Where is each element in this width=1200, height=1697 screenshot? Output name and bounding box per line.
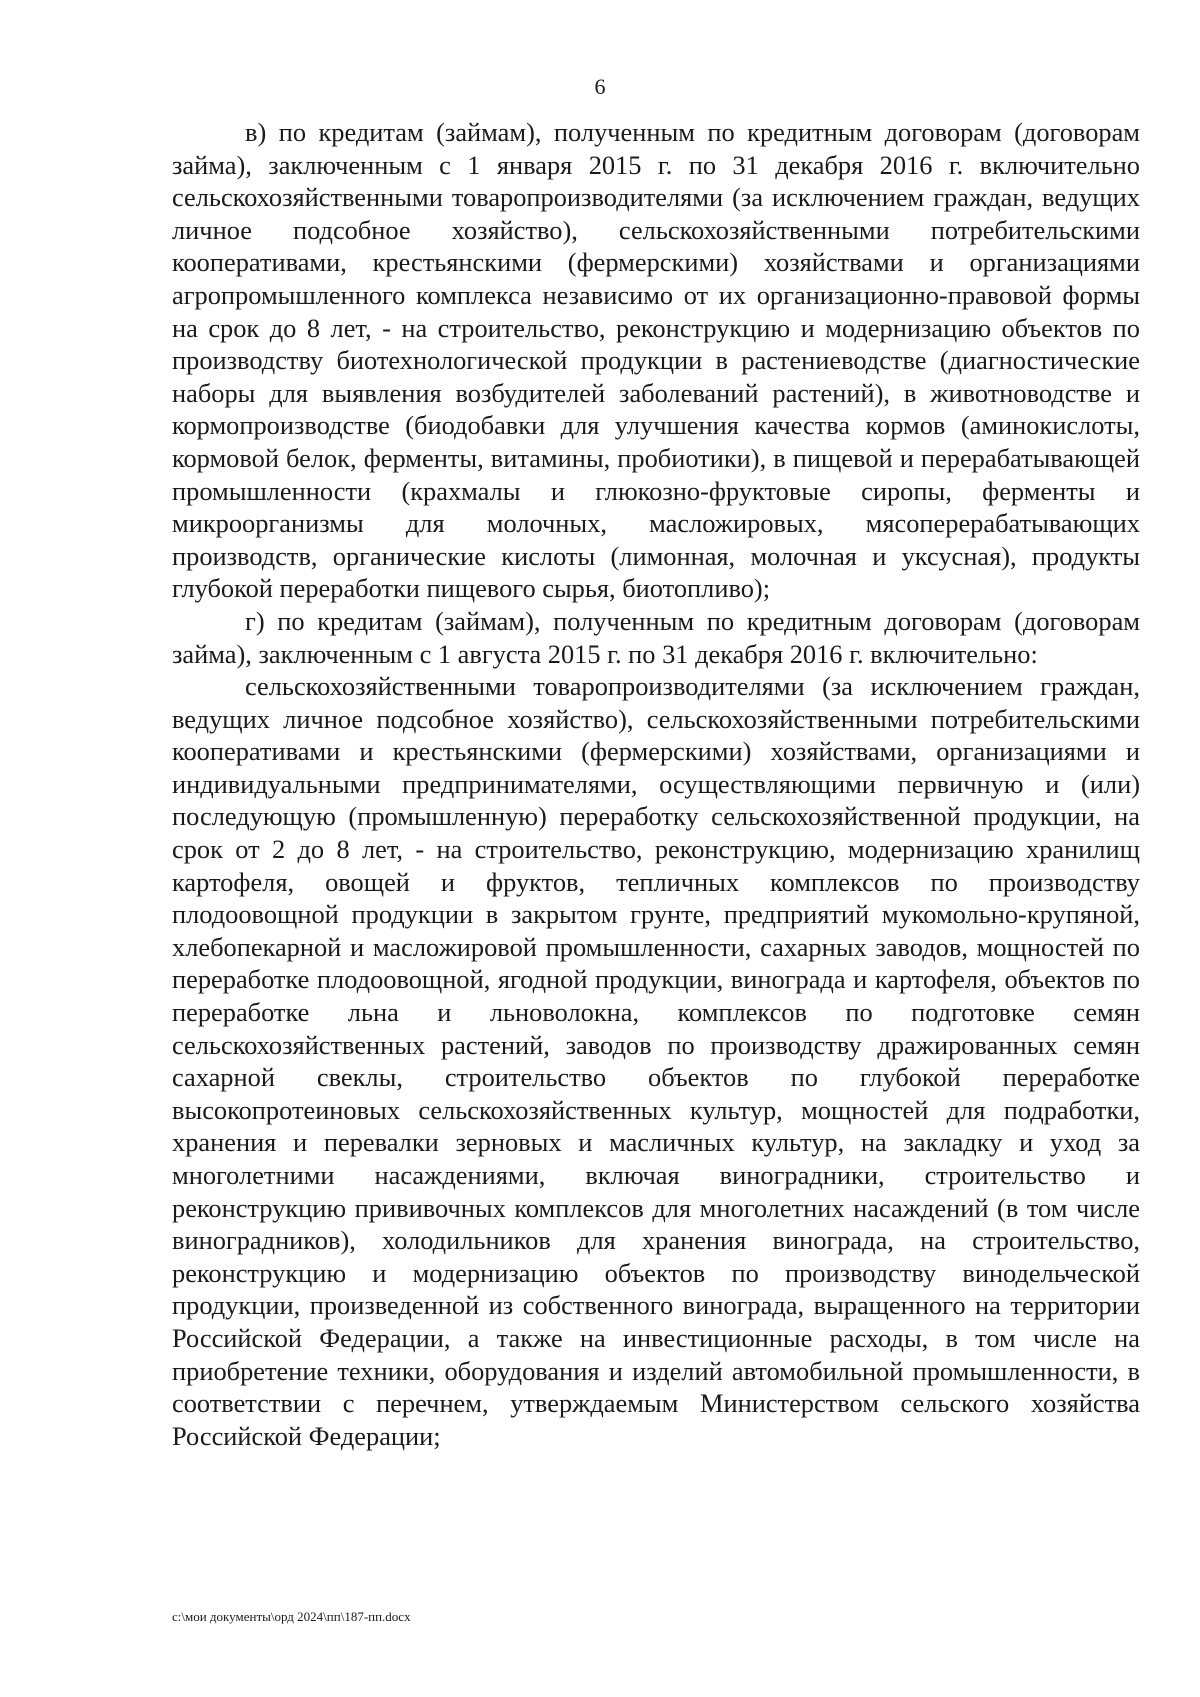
paragraph-item-v: в) по кредитам (займам), полученным по кредитным договорам (договорам займа), заключенным с 1 января 2015 г. по 31 декабря 2016 г. включительно сельскохозяйственными товаропроизводителями (за исключением граждан, ведущих личное подсобное хозяйство), сельскохозяйственными потребительскими кооперативами, крестьянскими (фермерскими) хозяйствами и организациями агропромышленного комплекса независимо от их организационно-правовой формы на срок до 8 лет, - на строительство, реконструкцию и модернизацию объектов по производству биотехнологической продукции в растениеводстве (диагностические наборы для выявления возбудителей заболеваний растений), в животноводстве и кормопроизводстве (биодобавки для улучшения качества кормов (аминокислоты, кормовой белок, ферменты, витамины, пробиотики), в пищевой и перерабатывающей промышленности (крахмалы и глюкозно-фруктовые сиропы, ферменты и микроорганизмы для молочных, масложировых, мясоперерабатывающих производств, органические кислоты (лимонная, молочная и уксусная), продукты глубокой переработки пищевого сырья, биотопливо);	[172, 117, 1140, 604]
paragraph-item-g: г) по кредитам (займам), полученным по кредитным договорам (договорам займа), заключенным с 1 августа 2015 г. по 31 декабря 2016 г. включительно:	[172, 605, 1140, 669]
document-body	[172, 116, 1140, 1452]
footer-file-path: c:\мои документы\орд 2024\пп\187-пп.docx	[172, 1609, 411, 1624]
page-number: 6	[594, 74, 606, 99]
paragraph-item-g-recipients: сельскохозяйственными товаропроизводителями (за исключением граждан, ведущих личное подсобное хозяйство), сельскохозяйственными потребительскими кооперативами и крестьянскими (фермерскими) хозяйствами, организациями и индивидуальными предпринимателями, осуществляющими первичную и (или) последующую (промышленную) переработку сельскохозяйственной продукции, на срок от 2 до 8 лет, - на строительство, реконструкцию, модернизацию хранилищ картофеля, овощей и фруктов, тепличных комплексов по производству плодоовощной продукции в закрытом грунте, предприятий мукомольно-крупяной, хлебопекарной и масложировой промышленности, сахарных заводов, мощностей по переработке плодоовощной, ягодной продукции, винограда и картофеля, объектов по переработке льна и льноволокна, комплексов по подготовке семян сельскохозяйственных растений, заводов по производству дражированных семян сахарной свеклы, строительство объектов по глубокой переработке высокопротеиновых сельскохозяйственных культур, мощностей для подработки, хранения и перевалки зерновых и масличных культур, на закладку и уход за многолетними насаждениями, включая виноградники, строительство и реконструкцию прививочных комплексов для многолетних насаждений (в том числе виноградников), холодильников для хранения винограда, на строительство, реконструкцию и модернизацию объектов по производству винодельческой продукции, произведенной из собственного винограда, выращенного на территории Российской Федерации, а также на инвестиционные расходы, в том числе на приобретение техники, оборудования и изделий автомобильной промышленности, в соответствии с перечнем, утверждаемым Министерством сельского хозяйства Российской Федерации;	[172, 671, 1140, 1451]
